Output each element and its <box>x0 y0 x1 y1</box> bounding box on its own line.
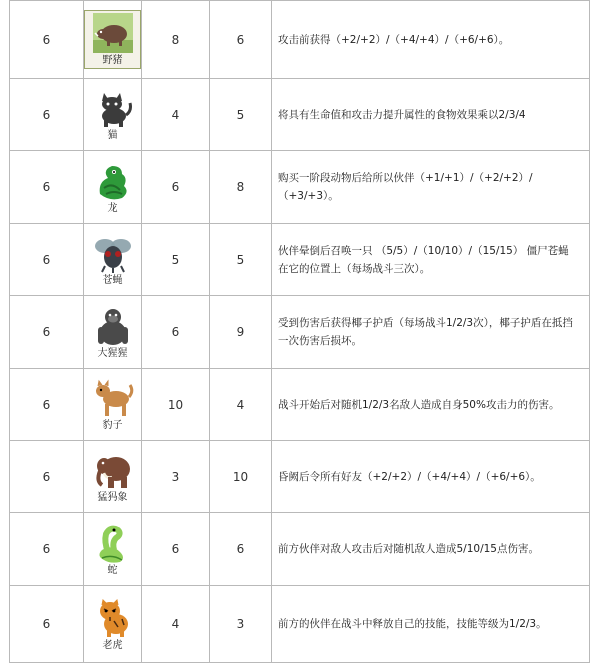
attack-cell <box>142 1 210 79</box>
pet-badge <box>84 305 141 360</box>
tier-cell <box>10 441 84 513</box>
pet-cell <box>84 296 142 369</box>
pet-table <box>9 0 590 663</box>
pet-row <box>10 513 590 586</box>
pet-name: 老虎 <box>102 639 123 651</box>
pet-cell <box>84 441 142 513</box>
health-cell <box>210 79 272 151</box>
ability-text: 昏阙后令所有好友（+2/+2）/（+4/+4）/（+6/+6）。 <box>278 470 541 483</box>
pet-name: 豹子 <box>102 420 123 431</box>
ability-cell <box>272 441 590 513</box>
ability-text: 购买一阶段动物后给所以伙伴（+1/+1）/（+2/+2）/（+3/+3）。 <box>278 172 533 202</box>
tier-value: 6 <box>42 542 51 556</box>
health-value: 3 <box>236 617 245 631</box>
pet-name: 猫 <box>107 130 118 141</box>
health-value: 8 <box>236 180 245 194</box>
health-value: 5 <box>236 107 245 122</box>
cat-icon <box>92 87 134 129</box>
pet-row <box>10 224 590 296</box>
health-value: 10 <box>232 469 249 484</box>
tier-value: 6 <box>42 469 51 484</box>
ability-cell <box>272 224 590 296</box>
attack-value: 4 <box>171 617 180 631</box>
tiger-icon <box>92 597 134 639</box>
pet-cell <box>84 513 142 586</box>
attack-value: 6 <box>171 180 180 194</box>
ability-cell <box>272 586 590 663</box>
pet-badge <box>84 87 141 142</box>
pet-name: 大猩猩 <box>97 347 128 359</box>
pet-badge <box>84 522 141 577</box>
health-value: 9 <box>236 325 245 339</box>
health-cell <box>210 1 272 79</box>
snake-icon <box>92 522 134 564</box>
attack-value: 3 <box>171 469 180 484</box>
pet-row <box>10 151 590 224</box>
attack-cell <box>142 586 210 663</box>
attack-cell <box>142 224 210 296</box>
attack-cell <box>142 369 210 441</box>
pet-cell <box>84 586 142 663</box>
pet-name: 蛇 <box>107 564 118 576</box>
tier-cell <box>10 369 84 441</box>
tier-value: 6 <box>42 325 51 339</box>
ability-text: 受到伤害后获得椰子护盾（每场战斗1/2/3次），椰子护盾在抵挡一次伤害后损坏。 <box>278 317 573 347</box>
attack-value: 10 <box>167 397 184 412</box>
ability-cell <box>272 369 590 441</box>
ability-cell <box>272 513 590 586</box>
pet-cell <box>84 1 142 79</box>
pet-table-frame <box>9 0 589 662</box>
pet-badge <box>84 232 141 287</box>
health-cell <box>210 369 272 441</box>
health-value: 6 <box>236 32 245 47</box>
pet-cell <box>84 151 142 224</box>
health-cell <box>210 513 272 586</box>
ability-text: 前方的伙伴在战斗中释放自己的技能，技能等级为1/2/3。 <box>278 618 547 630</box>
pet-name: 野猪 <box>102 55 123 66</box>
health-cell <box>210 586 272 663</box>
attack-cell <box>142 79 210 151</box>
tier-cell <box>10 151 84 224</box>
tier-cell <box>10 1 84 79</box>
pet-row <box>10 369 590 441</box>
pet-name: 苍蝇 <box>102 275 123 286</box>
ability-cell <box>272 296 590 369</box>
ability-text: 前方伙伴对敌人攻击后对随机敌人造成5/10/15点伤害。 <box>278 543 539 555</box>
pet-row <box>10 79 590 151</box>
gorilla-icon <box>92 305 134 347</box>
pet-row <box>10 1 590 79</box>
pet-name: 猛犸象 <box>97 492 128 503</box>
mammoth-icon <box>92 449 134 491</box>
tier-value: 6 <box>42 397 51 412</box>
tier-value: 6 <box>42 32 51 47</box>
pet-row <box>10 586 590 663</box>
attack-value: 8 <box>171 32 180 47</box>
health-cell <box>210 224 272 296</box>
tier-value: 6 <box>42 107 51 122</box>
ability-cell <box>272 1 590 79</box>
ability-text: 伙伴晕倒后召唤一只 （5/5）/（10/10）/（15/15） 僵尸苍蝇在它的位置上（每场战斗三次）。 <box>278 244 569 275</box>
pet-badge <box>84 10 141 69</box>
pet-badge <box>84 597 141 652</box>
ability-cell <box>272 79 590 151</box>
pet-row <box>10 296 590 369</box>
dragon-icon <box>92 160 134 202</box>
pet-cell <box>84 369 142 441</box>
pet-row <box>10 441 590 513</box>
attack-value: 4 <box>171 107 180 122</box>
attack-cell <box>142 513 210 586</box>
tier-cell <box>10 586 84 663</box>
ability-text: 将具有生命值和攻击力提升属性的食物效果乘以2/3/4 <box>278 108 526 121</box>
health-value: 6 <box>236 542 245 556</box>
attack-cell <box>142 441 210 513</box>
pet-name: 龙 <box>107 202 118 214</box>
health-cell <box>210 151 272 224</box>
attack-value: 6 <box>171 325 180 339</box>
pet-cell <box>84 79 142 151</box>
health-cell <box>210 441 272 513</box>
ability-text: 战斗开始后对随机1/2/3名敌人造成自身50%攻击力的伤害。 <box>278 398 560 411</box>
tier-cell <box>10 79 84 151</box>
pet-badge <box>84 377 141 432</box>
health-value: 5 <box>236 252 245 267</box>
fly-icon <box>92 232 134 274</box>
tier-value: 6 <box>42 180 51 194</box>
boar-icon <box>92 12 134 54</box>
ability-cell <box>272 151 590 224</box>
tier-value: 6 <box>42 617 51 631</box>
tier-cell <box>10 513 84 586</box>
attack-cell <box>142 296 210 369</box>
pet-cell <box>84 224 142 296</box>
pet-badge <box>84 449 141 504</box>
attack-cell <box>142 151 210 224</box>
attack-value: 5 <box>171 252 180 267</box>
tier-value: 6 <box>42 252 51 267</box>
health-cell <box>210 296 272 369</box>
pet-badge <box>84 160 141 215</box>
tier-cell <box>10 296 84 369</box>
ability-text: 攻击前获得（+2/+2）/（+4/+4）/（+6/+6）。 <box>278 33 510 46</box>
health-value: 4 <box>236 397 245 412</box>
tier-cell <box>10 224 84 296</box>
leopard-icon <box>92 377 134 419</box>
attack-value: 6 <box>171 542 180 556</box>
